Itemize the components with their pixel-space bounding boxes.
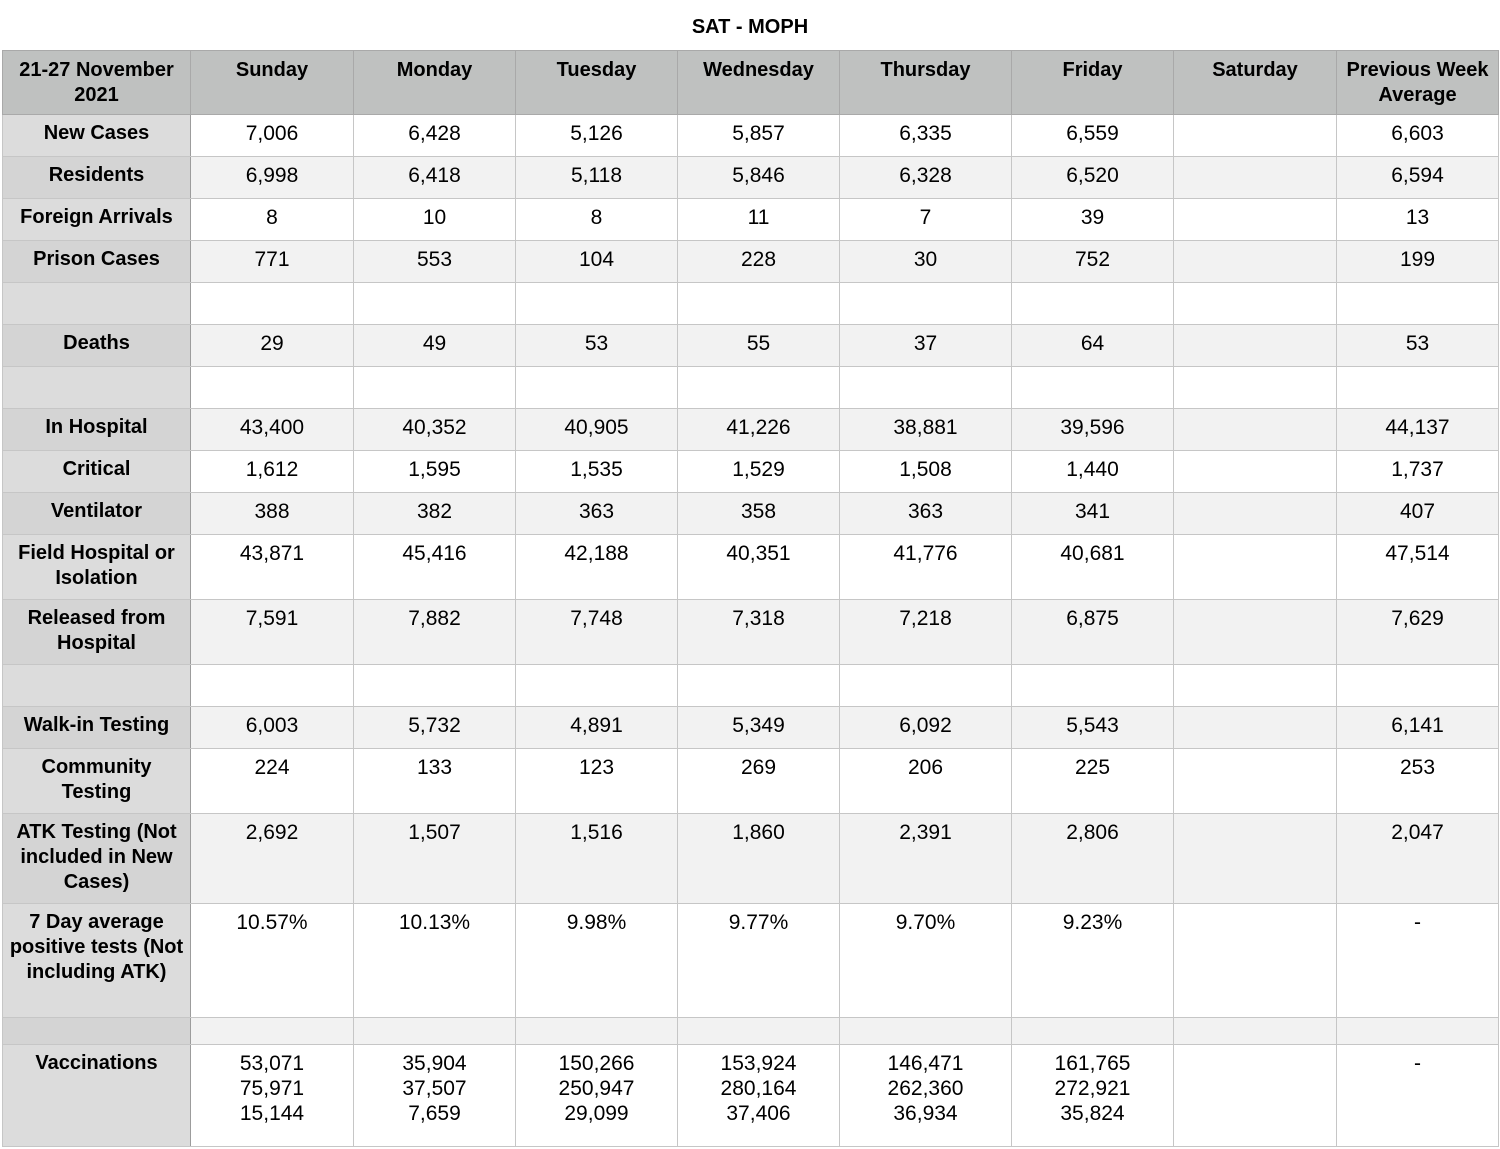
table-cell: 5,732 [354,707,516,749]
table-cell: 382 [354,493,516,535]
table-cell [1174,409,1337,451]
table-cell [1174,115,1337,157]
table-cell [840,1018,1012,1045]
table-cell: 104 [516,241,678,283]
table-cell [1174,749,1337,814]
table-cell [1174,325,1337,367]
table-cell [1012,665,1174,707]
table-cell: 2,047 [1337,814,1499,904]
table-row [3,1018,1499,1045]
table-cell [1012,283,1174,325]
table-row [3,199,1499,241]
table-cell [191,367,354,409]
row-label: Field Hospital or Isolation [3,535,191,600]
table-cell: 7,591 [191,600,354,665]
table-cell: 39 [1012,199,1174,241]
row-label: Deaths [3,325,191,367]
table-cell: 6,335 [840,115,1012,157]
column-header: Previous Week Average [1337,51,1499,115]
table-cell: 1,535 [516,451,678,493]
table-cell [840,367,1012,409]
table-cell: 53 [1337,325,1499,367]
table-cell [1337,1018,1499,1045]
table-cell: 44,137 [1337,409,1499,451]
table-cell: 55 [678,325,840,367]
table-row [3,493,1499,535]
row-label: New Cases [3,115,191,157]
table-cell [354,367,516,409]
table-cell: 1,595 [354,451,516,493]
table-cell: 146,471 262,360 36,934 [840,1045,1012,1147]
table-row [3,904,1499,1018]
table-cell: 40,905 [516,409,678,451]
table-cell: 47,514 [1337,535,1499,600]
table-cell: 752 [1012,241,1174,283]
table-cell: 7,318 [678,600,840,665]
table-cell [1337,283,1499,325]
table-cell: 5,126 [516,115,678,157]
header-date-range: 21-27 November 2021 [3,51,191,115]
table-cell: - [1337,904,1499,1018]
table-cell [840,283,1012,325]
table-cell [354,1018,516,1045]
row-label: Ventilator [3,493,191,535]
row-label: Residents [3,157,191,199]
table-row [3,814,1499,904]
table-cell: 161,765 272,921 35,824 [1012,1045,1174,1147]
table-cell: 225 [1012,749,1174,814]
table-cell: 228 [678,241,840,283]
table-cell [516,1018,678,1045]
table-cell [1174,199,1337,241]
table-cell: 10.57% [191,904,354,1018]
table-cell [678,283,840,325]
column-header: Friday [1012,51,1174,115]
table-cell [1174,451,1337,493]
table-cell [1174,1018,1337,1045]
header-row [3,51,1499,115]
table-cell: 269 [678,749,840,814]
table-cell: 13 [1337,199,1499,241]
table-cell: 407 [1337,493,1499,535]
table-cell: 42,188 [516,535,678,600]
table-cell: 771 [191,241,354,283]
table-cell [1174,283,1337,325]
table-cell: 5,118 [516,157,678,199]
table-row [3,367,1499,409]
table-cell: 6,998 [191,157,354,199]
table-cell: 8 [516,199,678,241]
table-row [3,1045,1499,1147]
table-cell [191,1018,354,1045]
table-cell [354,283,516,325]
table-cell: 1,529 [678,451,840,493]
table-cell: 39,596 [1012,409,1174,451]
table-cell: 64 [1012,325,1174,367]
table-cell [354,665,516,707]
table-cell [1174,535,1337,600]
table-cell: 37 [840,325,1012,367]
table-cell: 41,226 [678,409,840,451]
row-label: Walk-in Testing [3,707,191,749]
covid-weekly-table [2,50,1499,1147]
table-row [3,115,1499,157]
table-cell: 10 [354,199,516,241]
table-cell: 43,400 [191,409,354,451]
table-cell: 5,349 [678,707,840,749]
table-cell: 30 [840,241,1012,283]
column-header: Sunday [191,51,354,115]
table-cell: 53,071 75,971 15,144 [191,1045,354,1147]
table-cell: 41,776 [840,535,1012,600]
table-cell: 9.77% [678,904,840,1018]
row-label: Released from Hospital [3,600,191,665]
table-cell [191,665,354,707]
table-cell: 150,266 250,947 29,099 [516,1045,678,1147]
table-cell [678,1018,840,1045]
table-cell: 123 [516,749,678,814]
table-cell [678,367,840,409]
table-row [3,535,1499,600]
table-cell: 6,092 [840,707,1012,749]
table-cell: 7 [840,199,1012,241]
table-cell [191,283,354,325]
table-cell: 5,543 [1012,707,1174,749]
table-cell: 6,520 [1012,157,1174,199]
table-cell: 1,860 [678,814,840,904]
table-cell: 6,594 [1337,157,1499,199]
table-cell [516,283,678,325]
column-header: Monday [354,51,516,115]
table-row [3,409,1499,451]
row-label: Critical [3,451,191,493]
table-cell [1012,367,1174,409]
row-label: 7 Day average positive tests (Not including ATK) [3,904,191,1018]
table-row [3,241,1499,283]
table-cell: 43,871 [191,535,354,600]
row-label [3,665,191,707]
table-cell: 5,846 [678,157,840,199]
table-cell: 7,006 [191,115,354,157]
table-cell: 7,629 [1337,600,1499,665]
table-cell: 38,881 [840,409,1012,451]
table-row [3,451,1499,493]
table-cell [1174,157,1337,199]
table-cell [678,665,840,707]
table-cell [1174,241,1337,283]
table-cell [1174,367,1337,409]
table-cell: 40,351 [678,535,840,600]
row-label: Community Testing [3,749,191,814]
table-cell: 49 [354,325,516,367]
table-cell: - [1337,1045,1499,1147]
table-cell [1174,1045,1337,1147]
table-cell: 1,440 [1012,451,1174,493]
table-row [3,325,1499,367]
table-cell: 4,891 [516,707,678,749]
table-row [3,749,1499,814]
table-cell [1174,814,1337,904]
table-row [3,665,1499,707]
row-label: In Hospital [3,409,191,451]
table-cell: 2,391 [840,814,1012,904]
table-cell: 1,516 [516,814,678,904]
table-cell: 224 [191,749,354,814]
column-header: Tuesday [516,51,678,115]
row-label [3,283,191,325]
row-label: Foreign Arrivals [3,199,191,241]
table-cell: 1,737 [1337,451,1499,493]
table-cell [1337,367,1499,409]
table-cell [1012,1018,1174,1045]
table-cell: 388 [191,493,354,535]
table-cell: 9.70% [840,904,1012,1018]
table-cell: 199 [1337,241,1499,283]
table-cell [1174,707,1337,749]
table-cell [1337,665,1499,707]
table-cell [1174,904,1337,1018]
table-cell: 10.13% [354,904,516,1018]
table-cell: 45,416 [354,535,516,600]
table-row [3,707,1499,749]
table-cell: 253 [1337,749,1499,814]
table-cell: 6,328 [840,157,1012,199]
row-label [3,1018,191,1045]
table-cell: 6,559 [1012,115,1174,157]
table-title: SAT - MOPH [691,16,809,38]
table-cell [516,367,678,409]
table-cell [516,665,678,707]
table-row [3,600,1499,665]
table-cell [840,665,1012,707]
row-label: ATK Testing (Not included in New Cases) [3,814,191,904]
table-cell: 6,003 [191,707,354,749]
table-cell: 363 [516,493,678,535]
row-label [3,367,191,409]
table-cell: 1,612 [191,451,354,493]
table-cell: 6,875 [1012,600,1174,665]
table-cell: 29 [191,325,354,367]
table-cell: 2,806 [1012,814,1174,904]
table-cell: 358 [678,493,840,535]
table-cell: 6,418 [354,157,516,199]
table-cell: 206 [840,749,1012,814]
table-cell: 53 [516,325,678,367]
table-row [3,283,1499,325]
row-label: Prison Cases [3,241,191,283]
table-cell [1174,665,1337,707]
table-cell: 40,352 [354,409,516,451]
column-header: Wednesday [678,51,840,115]
table-cell: 9.23% [1012,904,1174,1018]
column-header: Thursday [840,51,1012,115]
table-cell: 6,141 [1337,707,1499,749]
table-cell [1174,493,1337,535]
table-cell: 7,748 [516,600,678,665]
table-cell: 153,924 280,164 37,406 [678,1045,840,1147]
table-cell: 341 [1012,493,1174,535]
row-label: Vaccinations [3,1045,191,1147]
table-cell: 553 [354,241,516,283]
table-cell: 1,508 [840,451,1012,493]
table-cell: 7,218 [840,600,1012,665]
table-cell: 6,603 [1337,115,1499,157]
table-cell: 133 [354,749,516,814]
column-header: Saturday [1174,51,1337,115]
table-cell: 9.98% [516,904,678,1018]
table-cell: 6,428 [354,115,516,157]
table-cell: 5,857 [678,115,840,157]
table-cell: 40,681 [1012,535,1174,600]
table-cell: 7,882 [354,600,516,665]
table-cell: 1,507 [354,814,516,904]
table-cell: 363 [840,493,1012,535]
table-cell: 2,692 [191,814,354,904]
table-cell: 35,904 37,507 7,659 [354,1045,516,1147]
table-cell: 8 [191,199,354,241]
table-cell: 11 [678,199,840,241]
table-row [3,157,1499,199]
table-cell [1174,600,1337,665]
